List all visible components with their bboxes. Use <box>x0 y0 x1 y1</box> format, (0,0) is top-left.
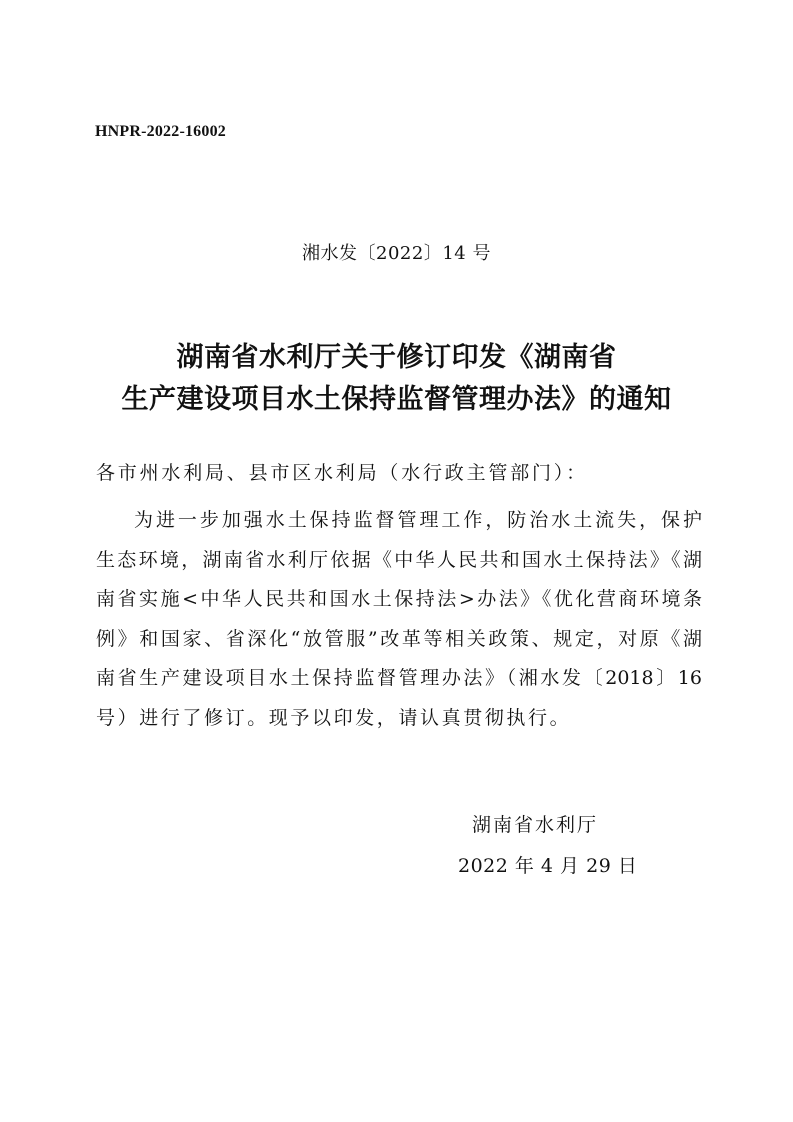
signature-organization: 湖南省水利厅 <box>472 814 599 836</box>
body-line-5: 南省生产建设项目水土保持监督管理办法》（湘水发〔2018〕16 <box>96 667 702 689</box>
document-id: HNPR-2022-16002 <box>95 123 226 140</box>
signature-date: 2022 年 4 月 29 日 <box>458 855 638 877</box>
title-line-2: 生产建设项目水土保持监督管理办法》的通知 <box>121 384 672 415</box>
document-number: 湘水发〔2022〕14 号 <box>302 243 491 264</box>
title-line-1: 湖南省水利厅关于修订印发《湖南省 <box>176 342 617 373</box>
body-line-4: 例》和国家、省深化“放管服”改革等相关政策、规定，对原《湖 <box>96 627 702 650</box>
salutation: 各市州水利局、县市区水利局（水行政主管部门）： <box>96 462 588 484</box>
body-line-6: 号）进行了修订。现予以印发，请认真贯彻执行。 <box>96 706 572 729</box>
body-paragraph <box>96 501 702 738</box>
document-title <box>60 337 733 421</box>
body-line-1: 为进一步加强水土保持监督管理工作，防治水土流失，保护 <box>134 509 702 531</box>
body-line-2: 生态环境，湖南省水利厅依据《中华人民共和国水土保持法》《湖 <box>96 548 702 571</box>
body-line-3: 南省实施<中华人民共和国水土保持法>办法》《优化营商环境条 <box>96 588 702 610</box>
